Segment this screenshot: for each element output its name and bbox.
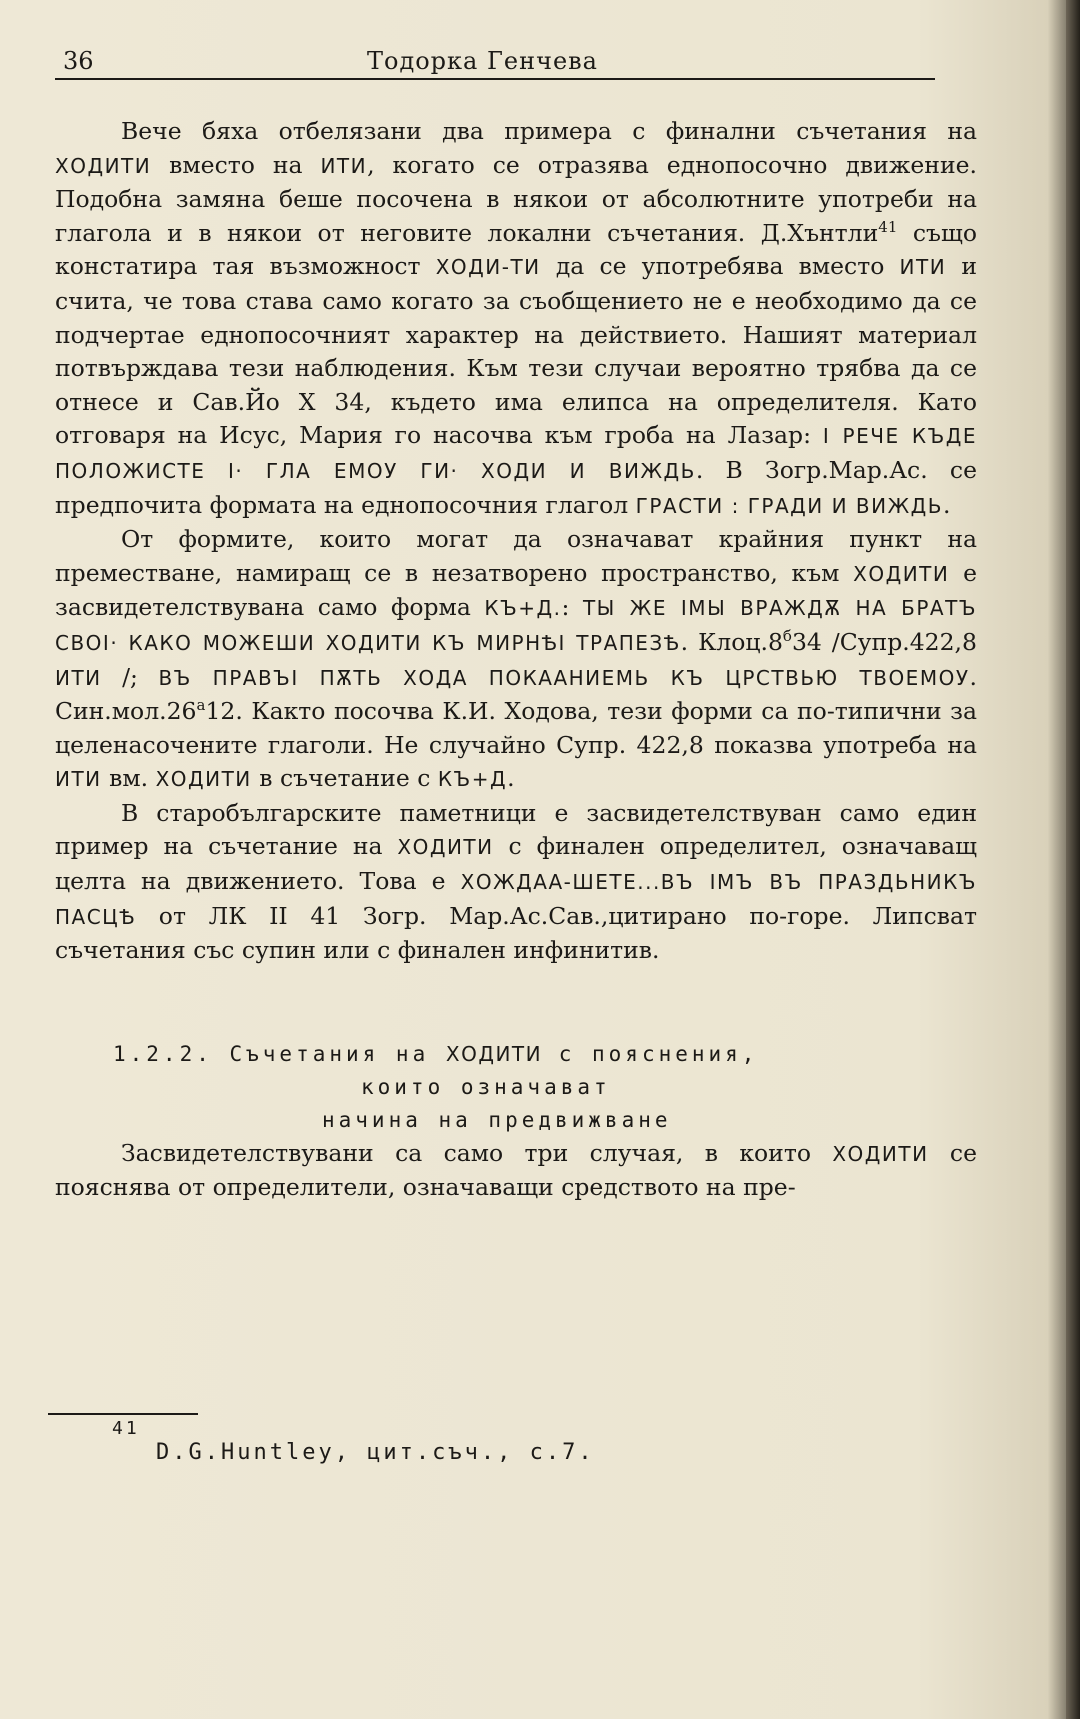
old-slavonic-word: ИТИ (320, 153, 368, 178)
folio-superscript: б (782, 627, 792, 646)
old-slavonic-word: ХОДИТИ (397, 835, 494, 860)
old-slavonic-word: ИТИ (55, 767, 102, 792)
section-heading (55, 1038, 977, 1137)
main-text (55, 115, 977, 1205)
text-run: с пояснения, (542, 1041, 759, 1066)
old-slavonic-word: ХОДИТИ (853, 561, 950, 586)
old-slavonic-word: КЪ+Д. (484, 596, 562, 621)
text-run: с финален определител, означаващ целта на движението. Това е (55, 832, 977, 896)
paragraph-3 (55, 797, 977, 968)
text-run: , когато се отразява еднопосочно движение. Подобна замяна беше посочена в някои от абсолютните употреби на глагола и в някои от неговите локални съчетания. Д.Хънтли (55, 150, 977, 247)
old-slavonic-word: ХОДИТИ (832, 1141, 929, 1166)
old-slavonic-word: ИТИ (899, 255, 947, 280)
text-run: също констатира тая възможност (55, 218, 977, 281)
text-run: От формите, които могат да означават крайния пункт на преместване, намиращ се в незатворено пространство, към (55, 525, 977, 587)
old-slavonic-quote: ХОЖДАА-ШЕТЕ...ВЪ ІМЪ ВЪ ПРАЗДЬНИКЪ ПАСЦѢ (55, 870, 977, 929)
text-run: 12. Както посочва К.И. Ходова, тези форми са по-типични за целенасочените глаголи. Не случайно Супр. 422,8 показва употреба на (55, 697, 977, 759)
text-run: от ЛК II 41 Зогр. Мар.Ас.Сав.,цитирано по-горе. Липсват съчетания със супин или с финален инфинитив. (55, 901, 977, 965)
text-run: 34 /Супр.422,8 (791, 627, 977, 656)
text-run: е засвидетелствувана само форма (55, 558, 977, 622)
paragraph-4 (55, 1137, 977, 1205)
section-heading-line-3: начина на предвижване (322, 1107, 672, 1132)
text-run: . В Зогр.Мар.Ас. се предпочита формата на еднопосочния глагол (55, 455, 977, 519)
running-title: Тодорка Генчева (367, 47, 598, 75)
old-slavonic-quote: ГРАСТИ : ГРАДИ И ВИЖДЬ (635, 493, 943, 518)
text-run: в съчетание с (251, 764, 438, 793)
text-run: . (942, 490, 951, 519)
page-number: 36 (63, 47, 94, 75)
folio-superscript: а (196, 696, 206, 715)
text-run: /; (101, 662, 159, 691)
old-slavonic-word: ХОДИТИ (445, 1041, 543, 1066)
text-run: 1.2.2. Съчетания на (113, 1041, 446, 1066)
paragraph-1 (55, 115, 977, 523)
text-run: вм. (101, 764, 156, 793)
text-run: : (561, 593, 583, 622)
text-run: и счита, че това става само когато за съобщението не е необходимо да се подчертае еднопосочният характер на действието. Нашият материал потвърждава тези наблюдения. Към тези случаи вероятно трябва да се отнесе и Сав.Йо X 34, където има елипса на определителя. Като отговаря на Исус, Мария го насочва към гроба на Лазар: (55, 252, 977, 450)
text-run: Засвидетелствувани са само три случая, в които (121, 1138, 833, 1167)
running-header (55, 44, 935, 80)
old-slavonic-quote: ВЪ ПРАВЪІ ПѪТЬ ХОДА ПОКААНИЕМЬ КЪ ЦРСТВЬЮ ТВОЕМОУ (158, 665, 970, 690)
old-slavonic-word: ИТИ (55, 665, 102, 690)
text-run: В старобългарските паметници е засвидетелствуван само един пример на съчетание на (55, 798, 977, 861)
footnote-number: 41 (112, 1418, 140, 1439)
book-spine-edge (1066, 0, 1080, 1719)
section-heading-line-2: които означават (361, 1074, 611, 1099)
old-slavonic-quote: І РЕЧЕ КЪДЕ ПОЛОЖИСТЕ І· ГЛА ЕМОУ ГИ· ХОДИ И ВИЖДЬ (55, 424, 977, 483)
text-run: . Син.мол.26 (55, 662, 977, 726)
footnote-ref: 41 (878, 217, 898, 236)
old-slavonic-word: ХОДИТИ (155, 767, 252, 792)
paragraph-2 (55, 523, 977, 797)
text-run: . (507, 764, 515, 793)
text-run: . Клоц.8 (680, 627, 783, 656)
section-heading-line-1 (55, 1038, 977, 1071)
old-slavonic-word: КЪ+Д (437, 767, 508, 792)
text-run: вместо на (151, 150, 321, 179)
text-run: Вече бяха отбелязани два примера с финални съчетания на (121, 117, 977, 145)
old-slavonic-word: ХОДИ-ТИ (435, 255, 541, 280)
text-run: се пояснява от определители, означаващи средството на пре- (55, 1138, 977, 1202)
footnote-separator (48, 1413, 198, 1415)
old-slavonic-quote: ТЫ ЖЕ ІМЫ ВРАЖДѪ НА БРАТЪ СВОІ· КАКО МОЖЕШИ ХОДИТИ КЪ МИРНѢІ ТРАПЕЗѢ (55, 596, 977, 655)
footnote-text: D.G.Huntley, цит.съч., с.7. (156, 1440, 595, 1465)
text-run: да се употребява вместо (540, 252, 900, 281)
old-slavonic-word: ХОДИТИ (55, 153, 152, 178)
